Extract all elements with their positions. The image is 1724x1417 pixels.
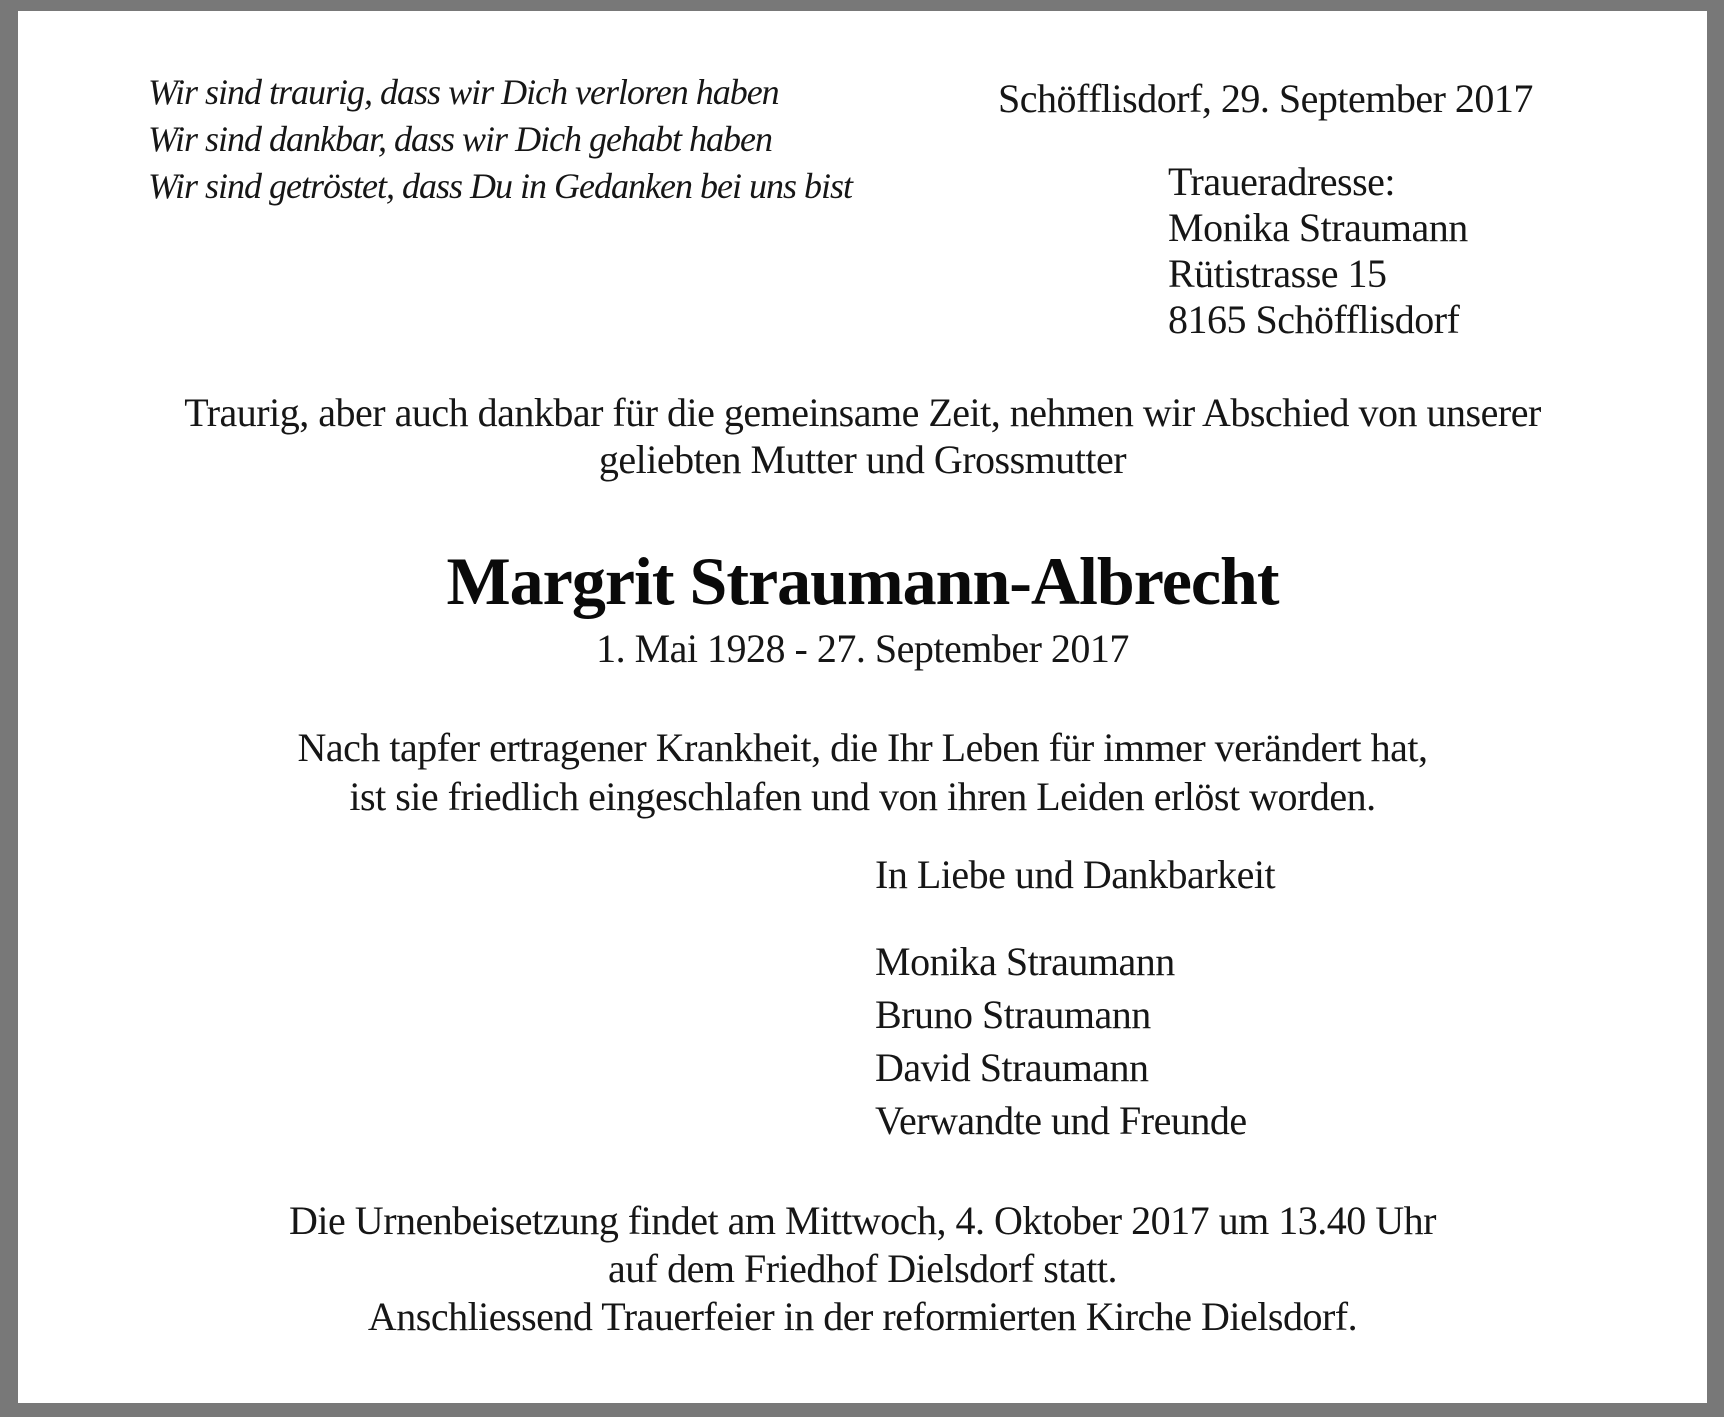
mourner-3: David Straumann — [875, 1045, 1149, 1090]
obituary-line-2: ist sie friedlich eingeschlafen und von ihren Leiden erlöst worden. — [349, 774, 1376, 819]
obituary-line-1: Nach tapfer ertragener Krankheit, die Ihr Leben für immer verändert hat, — [297, 725, 1428, 770]
funeral-line-2: auf dem Friedhof Dielsdorf statt. — [608, 1246, 1117, 1291]
intro-line-2: geliebten Mutter und Grossmutter — [598, 437, 1127, 482]
memorial-verse — [148, 69, 852, 210]
mourning-address-name: Monika Straumann — [1168, 205, 1468, 250]
deceased-name: Margrit Straumann-Albrecht — [446, 543, 1279, 619]
life-dates: 1. Mai 1928 - 27. September 2017 — [596, 626, 1129, 671]
closing-phrase: In Liebe und Dankbarkeit — [875, 852, 1276, 897]
funeral-line-1: Die Urnenbeisetzung findet am Mittwoch, 4. Oktober 2017 um 13.40 Uhr — [289, 1198, 1436, 1243]
intro-line-1: Traurig, aber auch dankbar für die gemeinsame Zeit, nehmen wir Abschied von unserer — [184, 390, 1541, 435]
mourning-address-street: Rütistrasse 15 — [1168, 251, 1387, 296]
mourning-address-city: 8165 Schöfflisdorf — [1168, 297, 1460, 342]
verse-line-1: Wir sind traurig, dass wir Dich verloren haben — [148, 72, 779, 112]
mourner-4: Verwandte und Freunde — [875, 1098, 1247, 1143]
verse-line-3: Wir sind getröstet, dass Du in Gedanken bei uns bist — [148, 166, 852, 206]
funeral-line-3: Anschliessend Trauerfeier in der reformierten Kirche Dielsdorf. — [367, 1294, 1358, 1339]
place-and-date: Schöfflisdorf, 29. September 2017 — [998, 76, 1533, 121]
funeral-information — [18, 1197, 1707, 1341]
mourning-address-label: Traueradresse: — [1168, 159, 1396, 204]
intro-paragraph — [18, 389, 1707, 483]
mourning-address-block — [1168, 159, 1468, 343]
mourners-list — [875, 935, 1247, 1147]
mourner-2: Bruno Straumann — [875, 992, 1151, 1037]
obituary-paragraph — [18, 723, 1707, 821]
mourner-1: Monika Straumann — [875, 939, 1175, 984]
obituary-page — [18, 11, 1707, 1403]
verse-line-2: Wir sind dankbar, dass wir Dich gehabt haben — [148, 119, 773, 159]
